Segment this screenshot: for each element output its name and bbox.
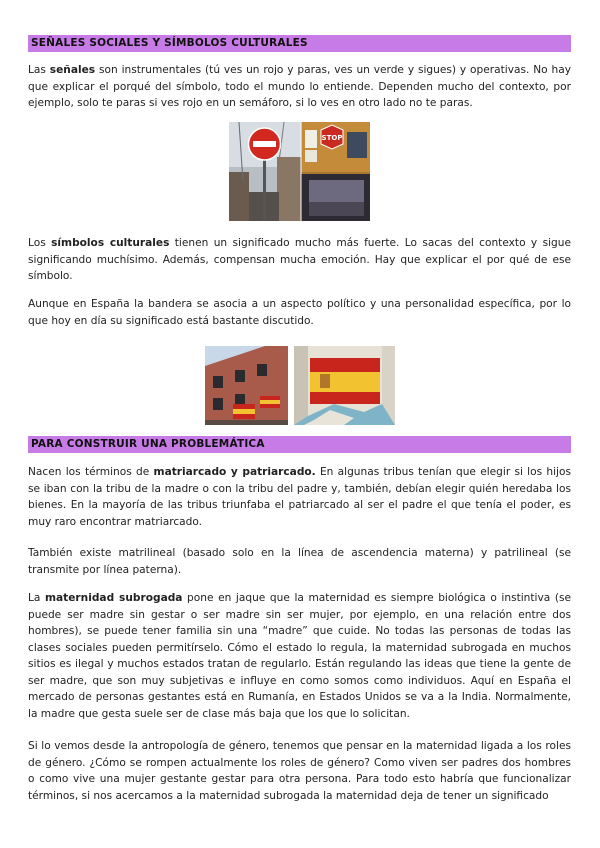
text-run: pone en jaque que la maternidad es siempre biológica o instintiva (se puede ser madre sin gestar o ser madre sin ser mujer, por ejemplo, en una relación entre dos hombres), se puede tener familia sin una “madre” que cuide. No todas las personas de todas las clases sociales pueden permitírselo. Cómo el estado lo regula, la maternidad subrogada en muchos sitios es ilegal y muchos estados tratan de regularlo. Están regulando las ideas que tiene la gente de ser madre, que son muy subjetivas e influye en como somos como individuos. Aquí en España el mercado de personas gestantes está en Rumanía, en Estados Unidos se va a la India. Normalmente, la madre que gesta suele ser de clase más baja que los que lo solicitan. xyxy=(28,592,572,720)
bold-term: símbolos culturales xyxy=(51,237,170,249)
paragraph-signals xyxy=(28,62,571,112)
signals-photo xyxy=(229,122,370,221)
paragraph-lineage: También existe matrilineal (basado solo en la línea de ascendencia materna) y patrilineal (se transmite por línea paterna). xyxy=(28,547,571,576)
flag-photo-building xyxy=(205,346,288,425)
text-run: Las xyxy=(28,64,50,76)
flag-building-art xyxy=(205,346,288,425)
paragraph-cultural-symbols xyxy=(28,235,571,285)
paragraph-matriarchy xyxy=(28,464,571,530)
section-heading-signals: SEÑALES SOCIALES Y SÍMBOLOS CULTURALES xyxy=(28,35,571,52)
flag-photo-room xyxy=(294,346,395,425)
bold-term: maternidad subrogada xyxy=(45,592,183,604)
section-heading-problematic: PARA CONSTRUIR UNA PROBLEMÁTICA xyxy=(28,436,571,453)
paragraph-flag: Aunque en España la bandera se asocia a un aspecto político y una personalidad específica, por lo que hoy en día su significado está bastante discutido. xyxy=(28,298,571,327)
text-run: Los xyxy=(28,237,52,249)
bold-term: matriarcado y patriarcado. xyxy=(153,466,316,478)
text-run: son instrumentales (tú ves un rojo y paras, ves un verde y sigues) y operativas. No hay que explicar el porqué del símbolo, todo el mundo lo entiende. Dependen mucho del contexto, por ejemplo, solo te paras si ves rojo en un semáforo, si lo ves en otro lado no te paras. xyxy=(28,64,572,109)
paragraph-gender-anthropology: Si lo vemos desde la antropología de género, tenemos que pensar en la maternidad ligada a los roles de género. ¿Cómo se rompen actualmente los roles de género? Como viven ser padres dos hombres o como vive una mujer gestante gestar para otra persona. Para todo esto habría que funcionalizar términos, si nos acercamos a la maternidad subrogada la maternidad deja de tener un significado xyxy=(28,740,571,802)
flag-room-art xyxy=(294,346,395,425)
paragraph-surrogacy xyxy=(28,590,571,722)
text-run: tienen un significado mucho más fuerte. Lo sacas del contexto y sigue significando muchísimo. Además, compensan mucha emoción. Hay que explicar el por qué de ese símbolo. xyxy=(28,237,571,282)
stop-sign-text: STOP xyxy=(321,134,343,142)
text-run: La xyxy=(28,592,45,604)
text-run: Nacen los términos de xyxy=(28,466,154,478)
signals-photo-art xyxy=(229,122,370,221)
bold-term: señales xyxy=(49,64,96,76)
text-run: En algunas tribus tenían que elegir si los hijos se iban con la tribu de la madre o con la tribu del padre y, también, debían elegir quién heredaba los bienes. En la mayoría de las tribus triunfaba el patriarcado al ser el padre el que tenía el poder, es muy raro encontrar matriarcado. xyxy=(28,466,571,528)
